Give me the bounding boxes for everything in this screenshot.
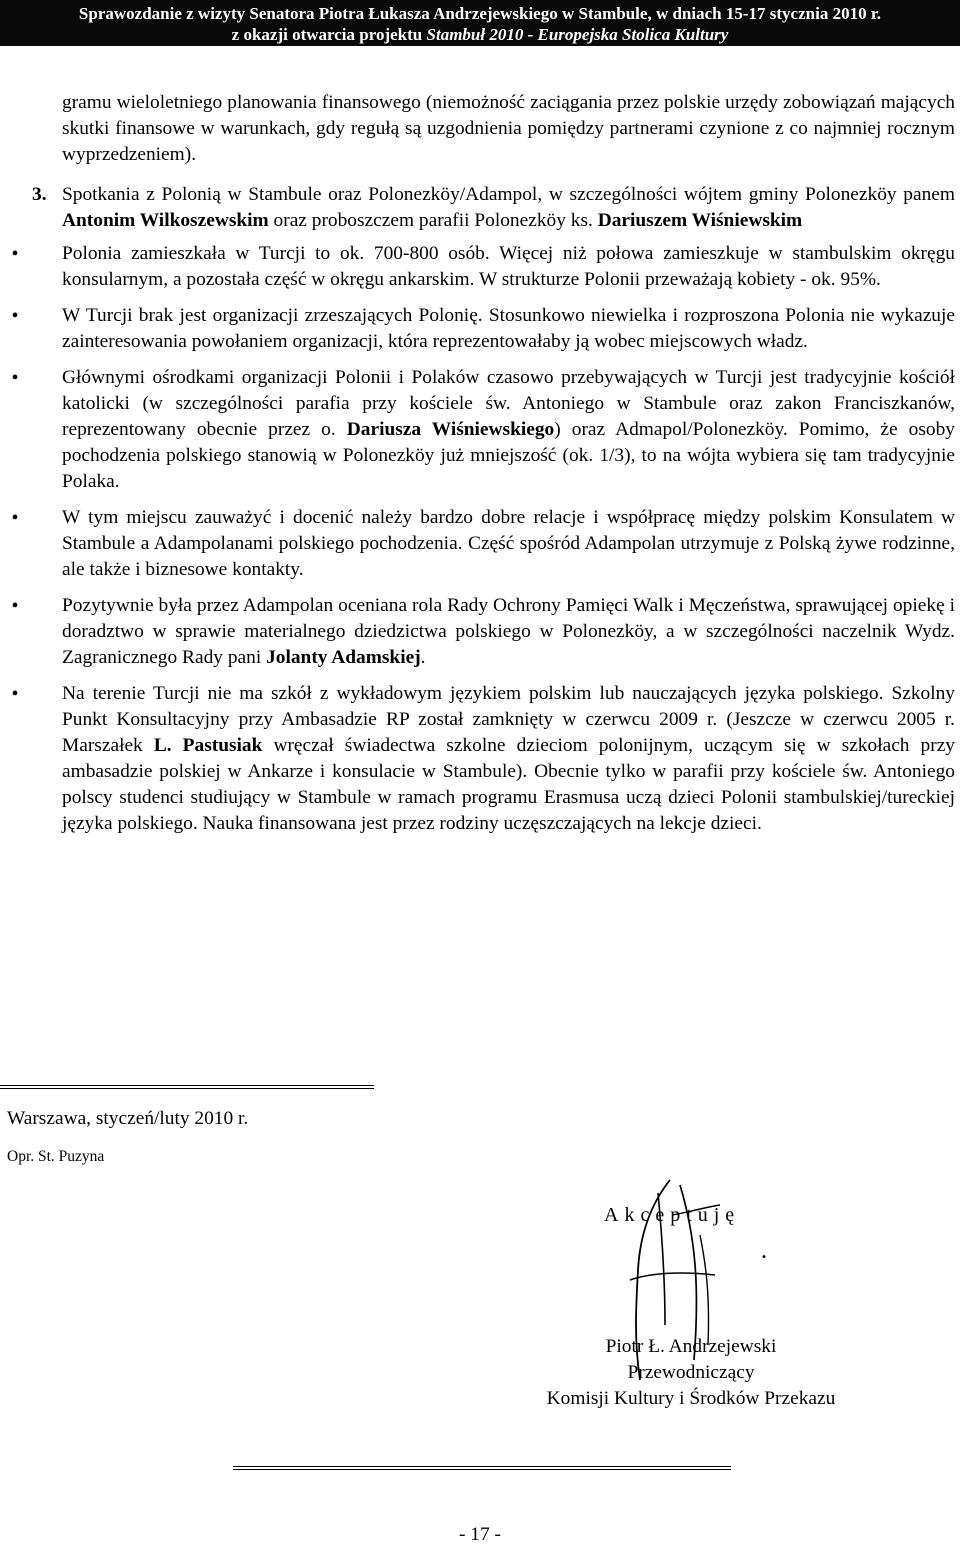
bullet-list — [11, 241, 956, 837]
header-line-1: Sprawozdanie z wizyty Senatora Piotra Łukasza Andrzejewskiego w Stambule, w dniach 15-17 stycznia 2010 r. — [78, 4, 882, 23]
section-3 — [11, 182, 956, 837]
section-number: 3. — [32, 184, 47, 205]
header-line-2: z okazji otwarcia projektu Stambuł 2010 - Europejska Stolica Kultury — [231, 25, 729, 44]
bullet-icon: • — [11, 305, 19, 327]
list-item: • Polonia zamieszkała w Turcji to ok. 700-800 osób. Więcej niż połowa zamieszkuje w stambulskim okręgu konsularnym, a pozostała część w okręgu ankarskim. W strukturze Polonii przeważają kobiety - ok. 95%. — [62, 241, 955, 293]
report-body — [11, 90, 956, 837]
signer-committee: Komisji Kultury i Środków Przekazu — [546, 1388, 836, 1409]
signer-name: Piotr Ł. Andrzejewski — [605, 1336, 777, 1357]
approval-dot: . — [761, 1238, 767, 1264]
list-item: • Na terenie Turcji nie ma szkół z wykładowym językiem polskim lub nauczających języka polskiego. Szkolny Punkt Konsultacyjny przy Ambasadzie RP został zamknięty w czerwcu 2009 r. (Jeszcze w czerwcu 2005 r. Marszałek L. Pastusiak wręczał świadectwa szkolne dzieciom polonijnym, uczącym się w szkołach przy ambasadzie polskiej w Ankarze i konsulacie w Stambule). Obecnie tylko w parafii przy kościele św. Antoniego polscy studenci studiujący w Stambule w ramach programu Erasmusa uczą dzieci Polonii stambulskiej/tureckiej języka polskiego. Nauka finansowana jest przez rodziny uczęszczających na lekcje dzieci. — [62, 681, 955, 837]
approval-mark: Akceptuję — [604, 1204, 741, 1226]
signature-block — [500, 1334, 882, 1412]
signature-rule — [0, 1085, 374, 1086]
signer-role: Przewodniczący — [627, 1362, 755, 1383]
list-item: • Pozytywnie była przez Adampolan oceniana rola Rady Ochrony Pamięci Walk i Męczeństwa, sprawującej opiekę i doradztwo w sprawie materialnego dziedzictwa polskiego w Polonezköy, a w szczególności naczelnik Wydz. Zagranicznego Rady pani Jolanty Adamskiej. — [62, 593, 955, 671]
bullet-icon: • — [11, 595, 19, 617]
list-item: • W Turcji brak jest organizacji zrzeszających Polonię. Stosunkowo niewielka i rozproszona Polonia nie wykazuje zainteresowania powołaniem organizacji, która reprezentowałaby ją wobec miejscowych władz. — [62, 303, 955, 355]
list-item: • Głównymi ośrodkami organizacji Polonii i Polaków czasowo przebywających w Turcji jest tradycyjnie kościół katolicki (w szczególności parafia przy kościele św. Antoniego w Stambule oraz zakon Franciszkanów, reprezentowany obecnie przez o. Dariusza Wiśniewskiego) oraz Admapol/Polonezköy. Pomimo, że osoby pochodzenia polskiego stanowią w Polonezköy już mniejszość (ok. 1/3), to na wójta wybiera się tam tradycyjnie Polaka. — [62, 365, 955, 495]
intro-paragraph: gramu wieloletniego planowania finansowego (niemożność zaciągania przez polskie urzędy zobowiązań mających skutki finansowe w warunkach, gdy regułą są uzgodnienia pomiędzy partnerami czynione z co najmniej rocznym wyprzedzeniem). — [62, 92, 955, 165]
bullet-icon: • — [11, 367, 19, 389]
footer-rule-double — [233, 1469, 731, 1470]
page-header — [0, 0, 960, 46]
place-and-date: Warszawa, styczeń/luty 2010 r. — [7, 1108, 249, 1129]
bullet-icon: • — [11, 507, 19, 529]
signature-rule-double — [0, 1088, 374, 1089]
bullet-icon: • — [11, 683, 19, 705]
footer-rule — [233, 1466, 731, 1467]
page-number: - 17 - — [458, 1524, 501, 1545]
bullet-icon: • — [11, 243, 19, 265]
section-3-heading: Spotkania z Polonią w Stambule oraz Polonezköy/Adampol, w szczególności wójtem gminy Polonezköy panem Antonim Wilkoszewskim oraz proboszczem parafii Polonezköy ks. Dariuszem Wiśniewskim — [62, 184, 955, 231]
prepared-by: Opr. St. Puzyna — [7, 1148, 105, 1165]
list-item: • W tym miejscu zauważyć i docenić należy bardzo dobre relacje i współpracę między polskim Konsulatem w Stambule a Adampolanami polskiego pochodzenia. Część spośród Adampolan utrzymuje z Polską żywe rodzinne, ale także i biznesowe kontakty. — [62, 505, 955, 583]
